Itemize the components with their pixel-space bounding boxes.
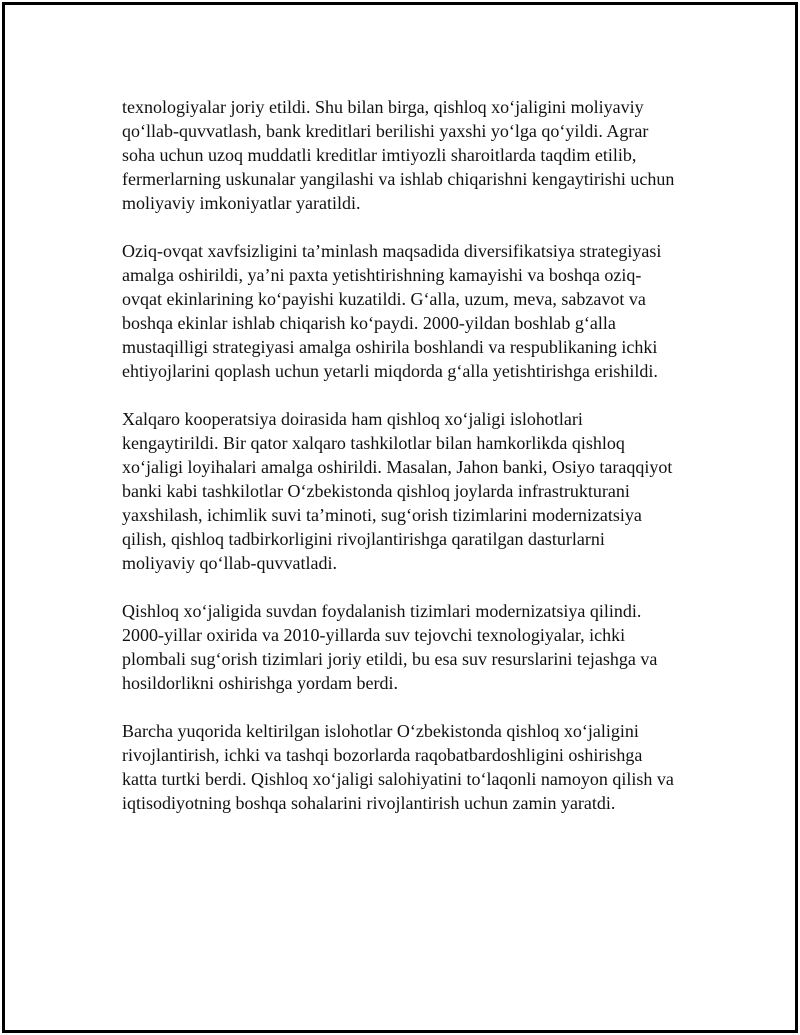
paragraph-line: iqtisodiyotning boshqa sohalarini rivojlantirish uchun zamin yaratdi. bbox=[122, 793, 616, 813]
paragraph-line: yaxshilash, ichimlik suvi ta’minoti, sug‘orish tizimlarini modernizatsiya bbox=[122, 505, 642, 525]
paragraph-line: plombali sug‘orish tizimlari joriy etildi, bu esa suv resurslarini tejashga va bbox=[122, 649, 658, 669]
paragraph-line: 2000-yillar oxirida va 2010-yillarda suv tejovchi texnologiyalar, ichki bbox=[122, 625, 626, 645]
paragraph-2 bbox=[122, 239, 712, 383]
paragraph-line: amalga oshirildi, ya’ni paxta yetishtirishning kamayishi va boshqa oziq- bbox=[122, 265, 642, 285]
paragraph-line: ehtiyojlarini qoplash uchun yetarli miqdorda g‘alla yetishtirishga erishildi. bbox=[122, 361, 658, 381]
paragraph-line: Xalqaro kooperatsiya doirasida ham qishloq xo‘jaligi islohotlari bbox=[122, 409, 583, 429]
paragraph-line: qilish, qishloq tadbirkorligini rivojlantirishga qaratilgan dasturlarni bbox=[122, 529, 605, 549]
paragraph-line: fermerlarning uskunalar yangilashi va ishlab chiqarishni kengaytirishi uchun bbox=[122, 169, 675, 189]
paragraph-3 bbox=[122, 407, 712, 575]
paragraph-line: qo‘llab-quvvatlash, bank kreditlari berilishi yaxshi yo‘lga qo‘yildi. Agrar bbox=[122, 121, 649, 141]
paragraph-line: Qishloq xo‘jaligida suvdan foydalanish tizimlari modernizatsiya qilindi. bbox=[122, 601, 642, 621]
paragraph-line: Barcha yuqorida keltirilgan islohotlar O‘zbekistonda qishloq xo‘jaligini bbox=[122, 721, 639, 741]
paragraph-line: banki kabi tashkilotlar O‘zbekistonda qishloq joylarda infrastrukturani bbox=[122, 481, 630, 501]
paragraph-line: katta turtki berdi. Qishloq xo‘jaligi salohiyatini to‘laqonli namoyon qilish va bbox=[122, 769, 674, 789]
paragraph-5 bbox=[122, 719, 712, 815]
paragraph-4 bbox=[122, 599, 712, 695]
paragraph-line: boshqa ekinlar ishlab chiqarish ko‘paydi. 2000-yildan boshlab g‘alla bbox=[122, 313, 616, 333]
paragraph-line: rivojlantirish, ichki va tashqi bozorlarda raqobatbardoshligini oshirishga bbox=[122, 745, 643, 765]
paragraph-line: Oziq-ovqat xavfsizligini ta’minlash maqsadida diversifikatsiya strategiyasi bbox=[122, 241, 662, 261]
paragraph-line: ovqat ekinlarining ko‘payishi kuzatildi. G‘alla, uzum, meva, sabzavot va bbox=[122, 289, 646, 309]
paragraph-line: moliyaviy qo‘llab-quvvatladi. bbox=[122, 553, 337, 573]
paragraph-line: hosildorlikni oshirishga yordam berdi. bbox=[122, 673, 398, 693]
paragraph-line: texnologiyalar joriy etildi. Shu bilan birga, qishloq xo‘jaligini moliyaviy bbox=[122, 97, 644, 117]
page-frame bbox=[2, 2, 798, 1033]
paragraph-line: kengaytirildi. Bir qator xalqaro tashkilotlar bilan hamkorlikda qishloq bbox=[122, 433, 625, 453]
paragraph-line: soha uchun uzoq muddatli kreditlar imtiyozli sharoitlarda taqdim etilib, bbox=[122, 145, 637, 165]
page-content bbox=[122, 95, 712, 839]
paragraph-line: mustaqilligi strategiyasi amalga oshirila boshlandi va respublikaning ichki bbox=[122, 337, 658, 357]
paragraph-line: moliyaviy imkoniyatlar yaratildi. bbox=[122, 193, 361, 213]
paragraph-line: xo‘jaligi loyihalari amalga oshirildi. Masalan, Jahon banki, Osiyo taraqqiyot bbox=[122, 457, 673, 477]
paragraph-1 bbox=[122, 95, 712, 215]
